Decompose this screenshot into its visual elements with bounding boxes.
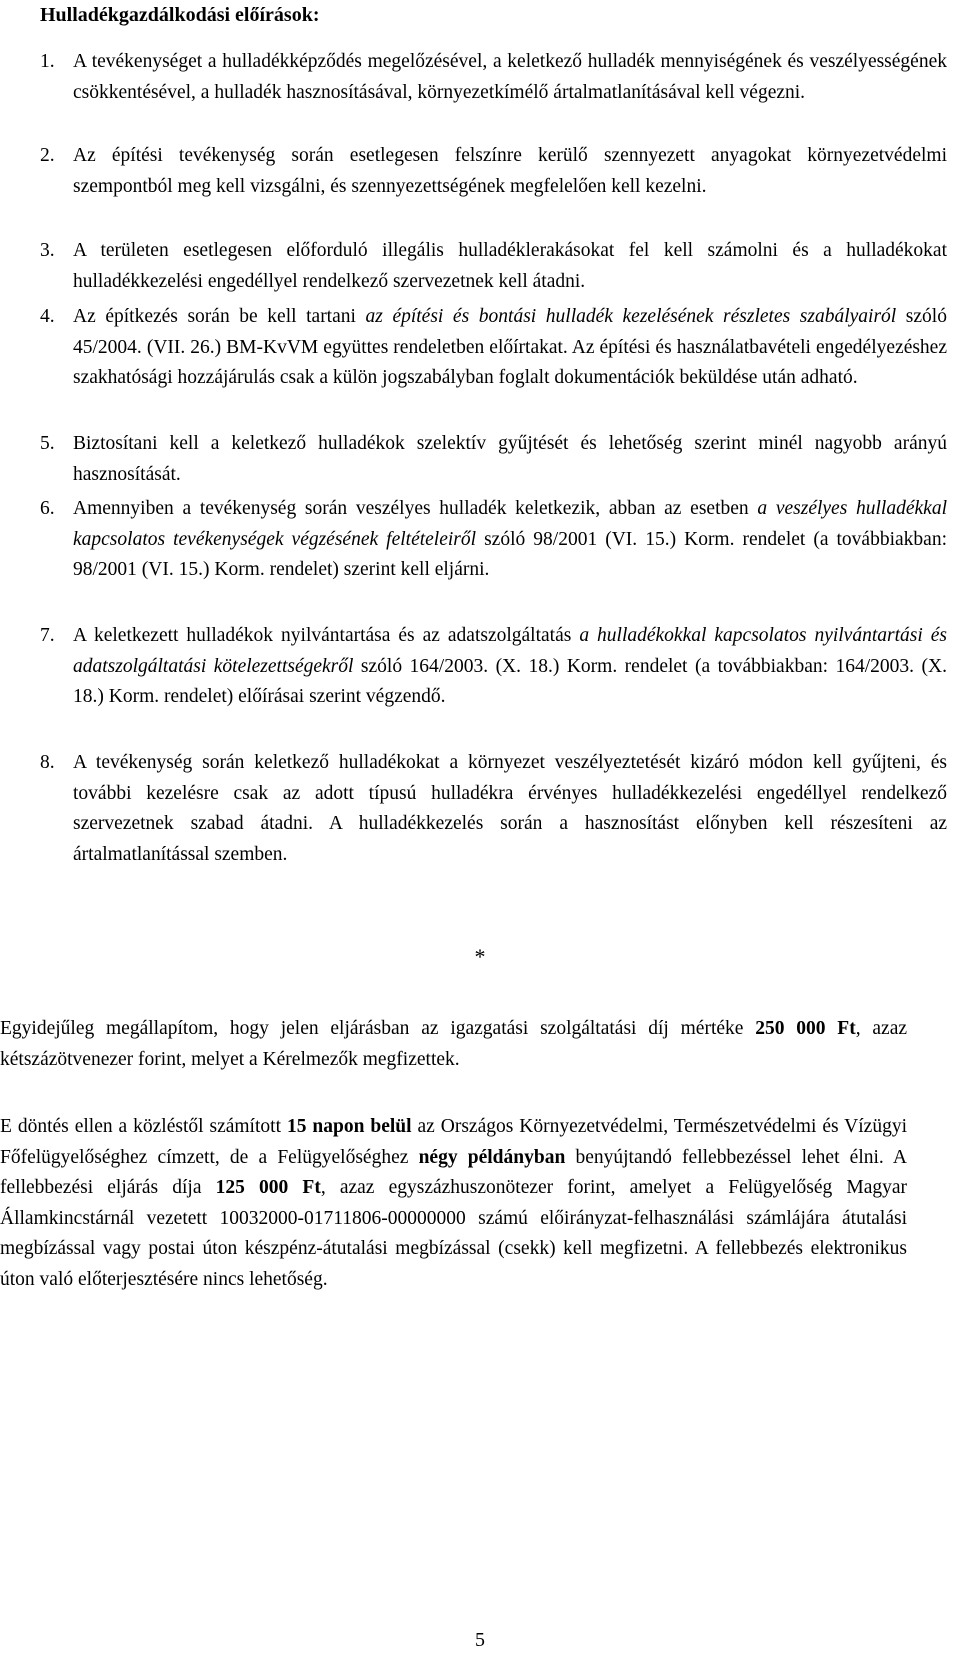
bold-text-run: 125 000 Ft <box>215 1177 321 1198</box>
italic-text-run: az építési és bontási hulladék kezelésének részletes szabályairól <box>365 306 897 327</box>
rule-number: 3. <box>40 240 55 261</box>
text-run: A területen esetlegesen előforduló illegális hulladéklerakásokat fel kell számolni és a hulladékokat hulladékkezelési engedéllyel rendelkező szervezetnek kell átadni. <box>73 240 947 292</box>
fee-paragraph <box>0 1014 907 1075</box>
text-run: benyújtandó fellebbezéssel lehet élni. A fellebbezési eljárás díja <box>0 1146 907 1198</box>
text-run: A tevékenységet a hulladékképződés megelőzésével, a keletkező hulladék mennyiségének és veszélyességének csökkentésével, a hulladék hasznosításával, környezetkímélő ártalmatlanításával kell végezni. <box>73 51 947 103</box>
text-run: A keletkezett hulladékok nyilvántartása és az adatszolgáltatás <box>73 625 580 646</box>
rule-item <box>40 47 947 108</box>
text-run: az Országos Környezetvédelmi, Természetvédelmi és Vízügyi Főfelügyelőséghez címzett, de a Felügyelőséghez <box>0 1116 907 1168</box>
text-run: , azaz kétszázötvenezer forint, melyet a Kérelmezők megfizettek. <box>0 1018 908 1070</box>
rule-text <box>73 236 947 297</box>
rule-item <box>40 302 947 394</box>
rule-item <box>40 236 947 297</box>
rule-number: 2. <box>40 145 55 166</box>
rule-text <box>73 621 947 713</box>
rule-number: 6. <box>40 498 55 519</box>
bold-text-run: négy példányban <box>418 1146 566 1168</box>
text-run: Az építkezés során be kell tartani <box>73 306 366 327</box>
rule-text <box>73 748 947 870</box>
rule-item <box>40 141 947 202</box>
page-number: 5 <box>475 1629 485 1651</box>
section-separator: * <box>474 944 486 969</box>
rule-item <box>40 494 947 586</box>
rule-text <box>73 302 947 394</box>
rule-item <box>40 429 947 490</box>
rule-number: 7. <box>40 625 55 646</box>
rule-number: 8. <box>40 752 55 773</box>
text-run: A tevékenység során keletkező hulladékokat a környezet veszélyeztetését kizáró módon kell gyűjteni, és további kezelésre csak az adott típusú hulladékra érvényes hulladékkezelési engedéllyel rendelkező szervezetnek szabad átadni. A hulladékkezelés során a hasznosítást előnyben kell részesíteni az ártalmatlanítással szemben. <box>73 752 947 865</box>
appeal-paragraph <box>0 1112 907 1295</box>
rule-item <box>40 748 947 870</box>
rule-number: 1. <box>40 51 55 72</box>
text-run: , azaz egyszázhuszonötezer forint, amelyet a Felügyelőség Magyar Államkincstárnál vezetett 10032000-01711806-00000000 számú előirányzat-felhasználási számlájára átutalási megbízással vagy postai úton készpénz-átutalási megbízással (csekk) kell megfizetni. A fellebbezés elektronikus úton való előterjesztésére nincs lehetőség. <box>0 1177 908 1290</box>
rule-text <box>73 429 947 490</box>
text-run: E döntés ellen a közléstől számított <box>0 1116 287 1137</box>
italic-text-run: a hulladékokkal kapcsolatos nyilvántartási és adatszolgáltatási kötelezettségekről <box>73 625 947 677</box>
bold-text-run: 15 napon belül <box>286 1116 412 1137</box>
text-run: Egyidejűleg megállapítom, hogy jelen eljárásban az igazgatási szolgáltatási díj mértéke <box>0 1018 756 1039</box>
text-run: szóló 164/2003. (X. 18.) Korm. rendelet (a továbbiakban: 164/2003. (X. 18.) Korm. rendelet) előírásai szerint végzendő. <box>73 655 947 707</box>
rule-text <box>73 141 947 202</box>
text-run: Az építési tevékenység során esetlegesen felszínre kerülő szennyezett anyagokat környezetvédelmi szempontból meg kell vizsgálni, és szennyezettségének megfelelően kell kezelni. <box>73 145 947 197</box>
bold-text-run: 250 000 Ft <box>755 1018 856 1039</box>
rule-item <box>40 621 947 713</box>
text-run: Biztosítani kell a keletkező hulladékok szelektív gyűjtését és lehetőség szerint minél nagyobb arányú hasznosítását. <box>73 433 947 485</box>
rule-number: 4. <box>40 306 55 327</box>
text-run: szóló 98/2001 (VI. 15.) Korm. rendelet (a továbbiakban: 98/2001 (VI. 15.) Korm. rendelet) szerint kell eljárni. <box>73 528 947 580</box>
rule-text <box>73 47 947 108</box>
italic-text-run: a veszélyes hulladékkal kapcsolatos tevékenységek végzésének feltételeiről <box>73 498 947 550</box>
text-run: Amennyiben a tevékenység során veszélyes hulladék keletkezik, abban az esetben <box>73 498 758 519</box>
text-run: szóló 45/2004. (VII. 26.) BM-KvVM együttes rendeletben előírtakat. Az építési és használatbavételi engedélyezéshez szakhatósági hozzájárulás csak a külön jogszabályban foglalt dokumentációk beküldése után adható. <box>73 306 947 388</box>
section-heading: Hulladékgazdálkodási előírások: <box>40 4 320 26</box>
rule-text <box>73 494 947 586</box>
rule-number: 5. <box>40 433 55 454</box>
